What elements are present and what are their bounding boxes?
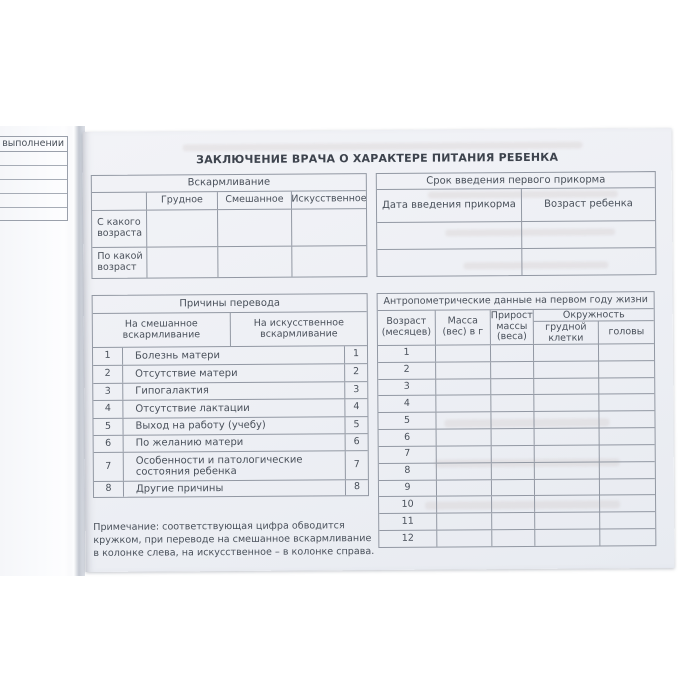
feeding-table [91, 173, 368, 279]
reason-number-left: 3 [93, 384, 123, 400]
empty-cell [437, 530, 492, 546]
empty-cell [147, 247, 218, 277]
reason-number-right: 7 [353, 458, 360, 470]
reason-label: Выход на работу (учебу) [123, 417, 345, 435]
empty-cell [436, 396, 491, 412]
reason-row [93, 399, 367, 419]
empty-cell [377, 249, 522, 276]
month-row [378, 411, 654, 430]
col-header-child-age: Возраст ребенка [544, 198, 633, 211]
reason-label: Болезнь матери [123, 346, 345, 365]
empty-cell [492, 496, 535, 512]
empty-cell [600, 529, 655, 545]
empty-cell [437, 513, 492, 529]
previous-page-table-row [0, 180, 67, 194]
col-header-breast: Грудное [147, 192, 218, 209]
month-row [379, 479, 655, 498]
transfer-reasons-body [93, 346, 368, 497]
empty-cell [218, 247, 292, 278]
empty-cell [600, 496, 655, 512]
reason-label: Другие причины [124, 480, 346, 497]
row-label-from-age: С какого возраста [92, 211, 147, 247]
empty-cell [599, 411, 654, 427]
month-number: 6 [379, 430, 437, 446]
col-header-mixed: Смешанное [218, 192, 292, 210]
reason-label: Гипогалактия [123, 382, 345, 400]
reason-number-right: 8 [353, 481, 361, 493]
col-header-circumference: Окружность [534, 309, 654, 322]
empty-cell [492, 446, 535, 462]
empty-cell [491, 345, 534, 361]
previous-page-table-row [0, 194, 67, 208]
empty-cell [534, 412, 599, 428]
empty-cell [491, 395, 534, 411]
empty-cell [492, 513, 535, 529]
reason-number-left: 2 [93, 366, 123, 383]
month-number: 9 [379, 480, 437, 496]
month-row [378, 378, 654, 397]
empty-cell [599, 395, 654, 411]
transfer-reasons-table [92, 293, 369, 498]
reason-row [94, 434, 368, 453]
reason-row [94, 480, 368, 497]
month-number: 11 [379, 514, 437, 530]
month-number: 10 [379, 497, 437, 513]
row-label-until-age: По какой возраст [92, 248, 147, 278]
empty-cell [535, 513, 600, 529]
col-header-age-months: Возраст (месяцев) [378, 311, 436, 345]
reason-number-left: 8 [94, 482, 124, 497]
col-header-chest: грудной клетки [534, 321, 599, 345]
month-row [379, 428, 655, 447]
previous-page-table [0, 136, 68, 221]
transfer-reasons-title: Причины перевода [179, 297, 281, 310]
reason-row [94, 451, 368, 482]
page-title: ЗАКЛЮЧЕНИЕ ВРАЧА О ХАРАКТЕРЕ ПИТАНИЯ РЕБЕНКА [196, 150, 559, 167]
previous-page [0, 126, 76, 576]
empty-cell [534, 361, 599, 377]
month-row [378, 361, 654, 380]
empty-cell [492, 530, 535, 546]
month-number: 2 [378, 362, 436, 378]
empty-cell [535, 429, 600, 445]
col-header-artificial: Искусственное [291, 193, 367, 205]
reason-label: Особенности и патологические состояния ребенка [124, 451, 346, 481]
note-text: Примечание: соответствующая цифра обводится кружком, при переводе на смешанное вскармливание в колонке слева, на искусственное – в колонке справа. [93, 520, 375, 559]
empty-cell [436, 362, 491, 378]
reason-label: Отсутствие лактации [123, 399, 345, 418]
empty-cell [522, 248, 655, 275]
month-number: 12 [379, 531, 437, 547]
reason-number-right: 2 [353, 366, 360, 378]
col-header-intro-date: Дата введения прикорма [377, 189, 522, 222]
empty-cell [437, 446, 492, 462]
reason-row [93, 417, 367, 436]
anthropometric-table [377, 291, 657, 548]
empty-cell [292, 209, 366, 246]
previous-page-table-header: выполнении [0, 137, 67, 152]
empty-cell [437, 480, 492, 496]
empty-cell [492, 480, 535, 496]
first-food-table [376, 171, 657, 277]
empty-cell [535, 530, 600, 546]
empty-cell [599, 378, 654, 394]
empty-cell [437, 429, 492, 445]
col-header-circumference-group [534, 309, 654, 344]
month-row [379, 512, 655, 531]
empty-cell [377, 222, 522, 249]
month-row [379, 496, 655, 515]
first-food-table-title: Срок введения первого прикорма [426, 174, 606, 187]
anthropometric-body [378, 344, 655, 547]
empty-cell [292, 246, 366, 277]
empty-cell [600, 428, 655, 444]
reason-number-left: 5 [93, 419, 123, 435]
previous-page-table-row [0, 208, 67, 222]
reason-label: По желанию матери [124, 434, 346, 452]
reason-number-right: 6 [353, 435, 360, 447]
col-header-to-mixed: На смешанное вскармливание [93, 313, 231, 347]
empty-cell [535, 445, 600, 461]
empty-cell [522, 221, 655, 248]
empty-cell [437, 497, 492, 513]
empty-cell [492, 463, 535, 479]
empty-cell [535, 462, 600, 478]
reason-row [93, 382, 367, 401]
empty-cell [599, 361, 654, 377]
empty-cell [599, 344, 654, 360]
month-row [379, 462, 655, 481]
bleed-through-artifact [183, 142, 583, 152]
reason-number-right: 1 [352, 348, 360, 360]
empty-cell [600, 479, 655, 495]
previous-page-table-row [0, 152, 67, 166]
month-number: 4 [378, 396, 436, 412]
empty-cell [534, 395, 599, 411]
empty-cell [491, 412, 534, 428]
reason-number-left: 6 [94, 436, 124, 452]
month-row [379, 445, 655, 464]
anthropometric-table-title: Антропометрические данные на первом году жизни [383, 293, 648, 307]
form-page [82, 128, 674, 572]
month-number: 1 [378, 346, 436, 362]
month-number: 5 [378, 413, 436, 429]
empty-cell [491, 362, 534, 378]
col-header-head: головы [608, 326, 645, 338]
empty-cell [491, 379, 534, 395]
empty-cell [535, 496, 600, 512]
month-number: 3 [378, 379, 436, 395]
col-header-gain: Прирост массы (веса) [490, 309, 533, 343]
reason-number-left: 1 [93, 348, 123, 365]
reason-number-left: 7 [94, 453, 124, 481]
month-row [378, 395, 654, 414]
empty-cell [535, 479, 600, 495]
month-row [379, 529, 655, 547]
empty-cell [492, 429, 535, 445]
empty-cell [436, 345, 491, 361]
col-header-mass: Масса (вес) в г [436, 310, 491, 344]
reason-number-left: 4 [93, 401, 123, 418]
reason-number-right: 4 [353, 401, 360, 413]
reason-number-right: 3 [353, 383, 360, 395]
empty-cell [534, 378, 599, 394]
empty-cell [437, 463, 492, 479]
empty-cell [600, 512, 655, 528]
empty-cell [218, 210, 292, 247]
feeding-table-title: Вскармливание [187, 177, 271, 189]
month-number: 7 [379, 447, 437, 463]
reason-number-right: 5 [353, 418, 360, 430]
empty-cell [436, 413, 491, 429]
empty-cell [600, 462, 655, 478]
col-header-to-artificial: На искусственное вскармливание [253, 316, 344, 340]
month-row [378, 344, 654, 363]
previous-page-table-row [0, 166, 67, 180]
reason-row [93, 346, 367, 366]
month-number: 8 [379, 463, 437, 479]
reason-label: Отсутствие матери [123, 364, 345, 383]
empty-cell [147, 210, 218, 246]
empty-cell [436, 379, 491, 395]
empty-cell [600, 445, 655, 461]
empty-cell [534, 344, 599, 360]
reason-row [93, 364, 367, 384]
empty-cell [92, 193, 147, 210]
